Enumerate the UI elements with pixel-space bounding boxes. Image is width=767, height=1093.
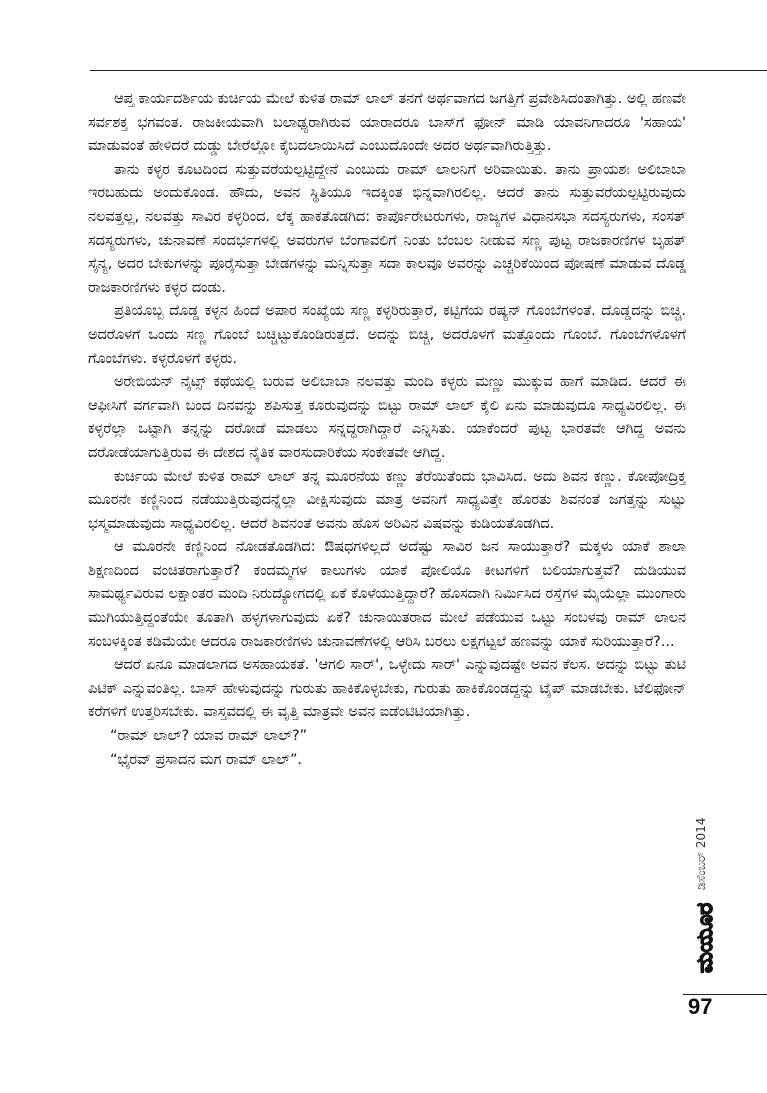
dialogue-line: “ರಾಮ್ ಲಾಲ್? ಯಾವ ರಾಮ್ ಲಾಲ್?” <box>110 728 308 745</box>
paragraph: ಕುರ್ಚಿಯ ಮೇಲೆ ಕುಳಿತ ರಾಮ್ ಲಾಲ್ ತನ್ನ ಮೂರನೆಯ ಕಣ್ಣು ತೆರೆಯಿತೆಂದು ಭಾವಿಸಿದ. ಅದು ಶಿವನ ಕಣ್ಣು. ಕೋಪೋದ್ರಿಕ್ತ ಮೂರನೇ ಕಣ್ಣಿನಿಂದ ನಡೆಯುತ್ತಿರುವುದನ್ನೆಲ್ಲಾ ವೀಕ್ಷಿಸುವುದು ಮಾತ್ರ ಅವನಿಗೆ ಸಾಧ್ಯವಿತ್ತೇ ಹೊರತು ಶಿವನಂತೆ ಜಗತ್ತನ್ನು ಸುಟ್ಟು ಭಸ್ಮಮಾಡುವುದು ಸಾಧ್ಯವಿರಲಿಲ್ಲ. ಆದರೆ ಶಿವನಂತೆ ಅವನು ಹೊಸ ಅರಿವಿನ ವಿಷವನ್ನು ಕುಡಿಯತೊಡಗಿದ. <box>88 468 686 532</box>
page-number: 97 <box>688 994 713 1019</box>
article-body <box>88 88 686 772</box>
header-rule <box>90 70 767 71</box>
issue-date: ಡಿಸೆಂಬರ್ 2014 <box>694 817 708 890</box>
paragraph: ತಾನು ಕಳ್ಳರ ಕೂಟದಿಂದ ಸುತ್ತುವರೆಯಲ್ಪಟ್ಟಿದ್ದೇನೆ ಎಂಬುದು ರಾಮ್ ಲಾಲನಿಗೆ ಅರಿವಾಯಿತು. ತಾನು ಪ್ರಾಯಶಃ ಅಲಿಬಾಬಾ ಇರಬಹುದು ಅಂದುಕೊಂಡ. ಹೌದು, ಅವನ ಸ್ಥಿತಿಯೂ ಇದಕ್ಕಿಂತ ಭಿನ್ನವಾಗಿರಲಿಲ್ಲ. ಆದರೆ ತಾನು ಸುತ್ತುವರೆಯಲ್ಪಟ್ಟಿರುವುದು ನಲವತ್ತಲ್ಲ, ನಲವತ್ತು ಸಾವಿರ ಕಳ್ಳರಿಂದ. ಲೆಕ್ಕ ಹಾಕತೊಡಗಿದ: ಕಾರ್ಪೊರೇಟರುಗಳು, ರಾಜ್ಯಗಳ ವಿಧಾನಸಭಾ ಸದಸ್ಯರುಗಳು, ಸಂಸತ್ ಸದಸ್ಯರುಗಳು, ಚುನಾವಣೆ ಸಂದರ್ಭಗಳಲ್ಲಿ ಅವರುಗಳ ಬೆಂಗಾವಲಿಗೆ ನಿಂತು ಬೆಂಬಲ ನೀಡುವ ಸಣ್ಣ ಪುಟ್ಟ ರಾಜಕಾರಣಿಗಳ ಬೃಹತ್ ಸೈನ್ಯ, ಅದರ ಬೇಕುಗಳನ್ನು ಪೂರೈಸುತ್ತಾ ಬೇಡಗಳನ್ನು ಮನ್ನಿಸುತ್ತಾ ಸದಾ ಕಾಲವೂ ಅವರನ್ನು ಎಚ್ಚರಿಕೆಯಿಂದ ಪೋಷಣೆ ಮಾಡುವ ದೊಡ್ಡ ರಾಜಕಾರಣಿಗಳು ಕಳ್ಳರ ದಂಡು. <box>88 161 686 296</box>
paragraph: ಆಪ್ತ ಕಾರ್ಯದರ್ಶಿಯ ಕುರ್ಚಿಯ ಮೇಲೆ ಕುಳಿತ ರಾಮ್ ಲಾಲ್ ತನಗೆ ಅರ್ಥವಾಗದ ಜಗತ್ತಿಗೆ ಪ್ರವೇಶಿಸಿದಂತಾಗಿತ್ತು. ಅಲ್ಲಿ ಹಣವೇ ಸರ್ವಶಕ್ತ ಭಗವಂತ. ರಾಜಕೀಯವಾಗಿ ಬಲಾಢ್ಯರಾಗಿರುವ ಯಾರಾದರೂ ಬಾಸ್‌ಗೆ ಫೋನ್ ಮಾಡಿ ಯಾವನಿಗಾದರೂ 'ಸಹಾಯ' ಮಾಡುವಂತೆ ಹೇಳಿದರೆ ದುಡ್ಡು ಬೇರೆಲ್ಲೋ ಕೈಬದಲಾಯಿಸಿದೆ ಎಂಬುದೊಂದೇ ಅದರ ಅರ್ಥವಾಗಿರುತ್ತಿತ್ತು. <box>88 91 686 155</box>
dialogue-line: “ಭೈರವ್ ಪ್ರಸಾದನ ಮಗ ರಾಮ್ ಲಾಲ್”. <box>110 751 302 768</box>
paragraph: ಅರೇಬಿಯನ್ ನೈಟ್ಸ್ ಕಥೆಯಲ್ಲಿ ಬರುವ ಅಲಿಬಾಬಾ ನಲವತ್ತು ಮಂದಿ ಕಳ್ಳರು ಮಣ್ಣು ಮುಕ್ಕುವ ಹಾಗೆ ಮಾಡಿದ. ಆದರೆ ಈ ಆಫೀಸಿಗೆ ವರ್ಗವಾಗಿ ಬಂದ ದಿನವನ್ನು ಶಪಿಸುತ್ತ ಕೂರುವುದನ್ನು ಬಿಟ್ಟು ರಾಮ್ ಲಾಲ್ ಕೈಲಿ ಏನು ಮಾಡುವುದೂ ಸಾಧ್ಯವಿರಲಿಲ್ಲ. ಈ ಕಳ್ಳರೆಲ್ಲಾ ಒಟ್ಟಾಗಿ ತನ್ನನ್ನು ದರೋಡೆ ಮಾಡಲು ಸನ್ನದ್ಧರಾಗಿದ್ದಾರೆ ಎನ್ನಿಸಿತು. ಯಾಕೆಂದರೆ ಪುಟ್ಟ ಭಾರತವೇ ಆಗಿದ್ದ ಅವನು ದರೋಡೆಯಾಗುತ್ತಿರುವ ಈ ದೇಶದ ನೈತಿಕ ವಾರಸುದಾರಿಕೆಯ ಸಂಕೇತವೇ ಆಗಿದ್ದ. <box>88 374 686 461</box>
magazine-logo: ಮಯೂರ <box>693 902 718 974</box>
margin-label <box>690 770 730 990</box>
paragraph: ಪ್ರತಿಯೊಬ್ಬ ದೊಡ್ಡ ಕಳ್ಳನ ಹಿಂದೆ ಅಪಾರ ಸಂಖ್ಯೆಯ ಸಣ್ಣ ಕಳ್ಳರಿರುತ್ತಾರೆ, ಕಟ್ಟಿಗೆಯ ರಷ್ಯನ್ ಗೊಂಬೆಗಳಂತೆ. ದೊಡ್ಡದನ್ನು ಬಿಚ್ಚಿ. ಅದರೊಳಗೆ ಒಂದು ಸಣ್ಣ ಗೊಂಬೆ ಬಚ್ಚಿಟ್ಟುಕೊಂಡಿರುತ್ತದೆ. ಅದನ್ನು ಬಿಚ್ಚಿ, ಅದರೊಳಗೆ ಮತ್ತೊಂದು ಗೊಂಬೆ. ಗೊಂಬೆಗಳೊಳಗೆ ಗೊಂಬೆಗಳು. ಕಳ್ಳರೊಳಗೆ ಕಳ್ಳರು. <box>88 303 686 367</box>
paragraph: ಆ ಮೂರನೇ ಕಣ್ಣಿನಿಂದ ನೋಡತೊಡಗಿದ: ಔಷಧಗಳಿಲ್ಲದೆ ಅದೆಷ್ಟು ಸಾವಿರ ಜನ ಸಾಯುತ್ತಾರೆ? ಮಕ್ಕಳು ಯಾಕೆ ಶಾಲಾ ಶಿಕ್ಷಣದಿಂದ ವಂಚಿತರಾಗುತ್ತಾರೆ? ಕಂದಮ್ಮಗಳ ಕಾಲುಗಳು ಯಾಕೆ ಪೋಲಿಯೊ ಕೀಟಗಳಿಗೆ ಬಲಿಯಾಗುತ್ತವೆ? ದುಡಿಯುವ ಸಾಮರ್ಥ್ಯವಿರುವ ಲಕ್ಷಾಂತರ ಮಂದಿ ನಿರುದ್ಯೋಗದಲ್ಲಿ ಏಕೆ ಕೊಳೆಯುತ್ತಿದ್ದಾರೆ? ಹೊಸದಾಗಿ ನಿರ್ಮಿಸಿದ ರಸ್ತೆಗಳ ಮೈಯೆಲ್ಲಾ ಮುಂಗಾರು ಮುಗಿಯುತ್ತಿದ್ದಂತೆಯೇ ತೂತಾಗಿ ಹಳ್ಳಗಳಾಗುವುದು ಏಕೆ? ಚುನಾಯಿತರಾದ ಮೇಲೆ ಪಡೆಯುವ ಒಟ್ಟು ಸಂಬಳವು ರಾಮ್ ಲಾಲನ ಸಂಬಳಕ್ಕಿಂತ ಕಡಿಮೆಯೇ ಆದರೂ ರಾಜಕಾರಣಿಗಳು ಚುನಾವಣೆಗಳಲ್ಲಿ ಆರಿಸಿ ಬರಲು ಲಕ್ಷಗಟ್ಟಲೆ ಹಣವನ್ನು ಯಾಕೆ ಸುರಿಯುತ್ತಾರೆ?... <box>88 539 686 650</box>
paragraph: ಆದರೆ ಏನೂ ಮಾಡಲಾಗದ ಅಸಹಾಯಕತೆ. 'ಆಗಲಿ ಸಾರ್', ಒಳ್ಳೇದು ಸಾರ್' ಎನ್ನುವುದಷ್ಟೇ ಅವನ ಕೆಲಸ. ಅದನ್ನು ಬಿಟ್ಟು ತುಟಿ ಪಿಟಿಕ್ ಎನ್ನುವಂತಿಲ್ಲ. ಬಾಸ್ ಹೇಳುವುದನ್ನು ಗುರುತು ಹಾಕಿಕೊಳ್ಳಬೇಕು, ಗುರುತು ಹಾಕಿಕೊಂಡದ್ದನ್ನು ಟೈಪ್ ಮಾಡಬೇಕು. ಟೆಲಿಫೋನ್ ಕರೆಗಳಿಗೆ ಉತ್ತರಿಸಬೇಕು. ವಾಸ್ತವದಲ್ಲಿ ಈ ವೃತ್ತಿ ಮಾತ್ರವೇ ಅವನ ಐಡೆಂಟಿಟಿಯಾಗಿತ್ತು. <box>88 657 686 721</box>
